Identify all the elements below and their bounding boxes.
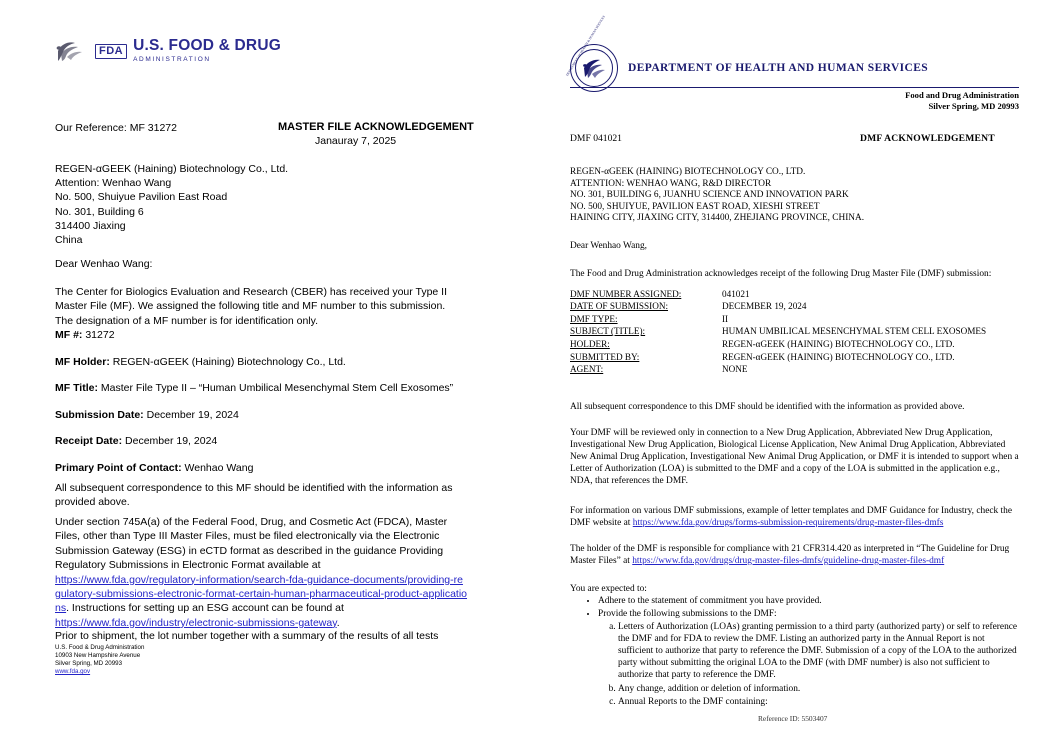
detail-value: REGEN-αGEEK (HAINING) BIOTECHNOLOGY CO., LTD. bbox=[722, 351, 955, 362]
detail-label: DMF NUMBER ASSIGNED: bbox=[570, 288, 682, 299]
expectations-list bbox=[570, 595, 1022, 710]
left-page-footer bbox=[55, 644, 144, 676]
field-value: REGEN-αGEEK (Haining) Biotechnology Co., Ltd. bbox=[112, 355, 346, 368]
detail-value: HUMAN UMBILICAL MESENCHYMAL STEM CELL EXOSOMES bbox=[722, 326, 987, 337]
dmf-number-line: DMF 041021 bbox=[570, 133, 622, 144]
list-item-label: Provide the following submissions to the DMF: bbox=[598, 609, 777, 619]
list-item: • Adhere to the statement of commitment you have provided. bbox=[598, 595, 1022, 607]
table-row bbox=[570, 313, 1025, 326]
detail-label: DMF TYPE: bbox=[570, 313, 618, 324]
address-line: ATTENTION: WENHAO WANG, R&D DIRECTOR bbox=[570, 178, 772, 189]
field-row bbox=[55, 408, 453, 422]
address-line: REGEN-αGEEK (HAINING) BIOTECHNOLOGY CO., LTD. bbox=[570, 167, 806, 177]
intro-paragraph: The Center for Biologics Evaluation and Research (CBER) has received your Type II Master File (MF). We assigned the following title and MF number to this submission. The designation of a MF number is for identification only. bbox=[55, 286, 447, 327]
right-document-title: DMF ACKNOWLEDGEMENT bbox=[860, 133, 995, 144]
fda-website-link[interactable]: www.fda.gov bbox=[55, 668, 91, 675]
field-row bbox=[55, 328, 453, 342]
detail-value: 041021 bbox=[722, 288, 750, 299]
fda-address-line: Food and Drug Administration bbox=[905, 90, 1019, 100]
fda-wordmark-sub: ADMINISTRATION bbox=[133, 56, 211, 63]
field-value: December 19, 2024 bbox=[125, 435, 218, 447]
field-value: Wenhao Wang bbox=[184, 461, 254, 474]
fda-logo bbox=[55, 38, 281, 64]
table-row bbox=[570, 326, 1025, 339]
field-label: MF Title: bbox=[55, 382, 98, 394]
table-row bbox=[570, 338, 1025, 351]
field-label: Primary Point of Contact: bbox=[55, 461, 182, 474]
table-row bbox=[570, 301, 1025, 314]
footer-line: U.S. Food & Drug Administration bbox=[55, 644, 145, 651]
dmf-website-link[interactable]: https://www.fda.gov/drugs/forms-submission-requirements/drug-master-files-dmfs bbox=[632, 518, 944, 528]
shipment-paragraph: Prior to shipment, the lot number together with a summary of the results of all tests bbox=[55, 630, 439, 642]
detail-label: SUBJECT (TITLE): bbox=[570, 326, 646, 337]
dmf-intro-paragraph: The Food and Drug Administration acknowledges receipt of the following Drug Master File (DMF) submission: bbox=[570, 269, 992, 279]
dmf-website-paragraph bbox=[570, 505, 1022, 529]
letter-date: Janauray 7, 2025 bbox=[315, 135, 397, 147]
dmf-guideline-paragraph bbox=[570, 543, 1022, 567]
address-line: REGEN-αGEEK (Haining) Biotechnology Co., Ltd. bbox=[55, 163, 289, 175]
hhs-seal-icon bbox=[565, 14, 618, 92]
guidance-documents-link[interactable]: https://www.fda.gov/regulatory-information/search-fda-guidance-documents/providing-regulatory-submissions-electronic-format-certain-human-pharmaceutical-product-applications bbox=[55, 573, 468, 615]
detail-value: DECEMBER 19, 2024 bbox=[722, 301, 807, 312]
fda-badge: FDA bbox=[95, 44, 127, 59]
address-line: NO. 500, SHUIYUE, PAVILION EAST ROAD, XIESHI STREET bbox=[570, 201, 820, 212]
recipient-address-block bbox=[55, 162, 288, 247]
sub-list-item: c. Annual Reports to the DMF containing: bbox=[618, 696, 1022, 708]
sub-list-item: b. Any change, addition or deletion of information. bbox=[618, 683, 1022, 695]
address-line: NO. 301, BUILDING 6, JUANHU SCIENCE AND INNOVATION PARK bbox=[570, 190, 849, 201]
detail-label: SUBMITTED BY: bbox=[570, 351, 640, 362]
field-label: MF Holder: bbox=[55, 355, 110, 368]
dmf-guideline-text: The holder of the DMF is responsible for compliance with 21 CFR314.420 as interpreted in “The Guideline for Drug Master Files” at bbox=[570, 544, 1010, 566]
table-row bbox=[570, 351, 1025, 364]
reference-id: Reference ID: 5503407 bbox=[758, 714, 828, 723]
field-value: December 19, 2024 bbox=[146, 408, 239, 421]
salutation: Dear Wenhao Wang: bbox=[55, 258, 153, 270]
address-line: No. 301, Building 6 bbox=[55, 205, 144, 218]
fda-wordmark: U.S. FOOD & DRUG bbox=[133, 37, 281, 54]
esg-account-link[interactable]: https://www.fda.gov/industry/electronic-submissions-gateway bbox=[55, 616, 337, 629]
detail-label: DATE OF SUBMISSION: bbox=[570, 301, 669, 312]
dmf-acknowledgement-page bbox=[529, 0, 1059, 738]
sub-list-item: a. Letters of Authorization (LOAs) granting permission to a third party (authorized party) or self to reference the DMF and for FDA to review the DMF. Listing an authorized party in the Annual Report is not sufficient to authorize that party to reference the DMF. Submission of a copy of the LOA to the authorized party without submitting the original LOA to the DMF (with DMF number) is also not sufficient to authorize that party to reference the DMF. bbox=[618, 621, 1022, 681]
field-row bbox=[55, 381, 453, 395]
fda-address-block bbox=[905, 90, 1019, 112]
detail-label: AGENT: bbox=[570, 364, 604, 375]
fda-address-line: Silver Spring, MD 20993 bbox=[928, 101, 1019, 111]
hhs-header bbox=[565, 14, 929, 92]
dmf-salutation: Dear Wenhao Wang, bbox=[570, 241, 648, 251]
detail-label: HOLDER: bbox=[570, 338, 610, 349]
fda-master-file-letter-page bbox=[0, 0, 529, 738]
dmf-recipient-address-block bbox=[570, 167, 864, 225]
seal-text-top: DEPARTMENT OF HEALTH & HUMAN SERVICES bbox=[565, 14, 606, 77]
correspondence-paragraph: All subsequent correspondence to this MF should be identified with the information as provided above. bbox=[55, 482, 453, 509]
field-value: 31272 bbox=[85, 329, 115, 341]
our-reference-line: Our Reference: MF 31272 bbox=[55, 122, 177, 134]
esg-paragraph-text-a: Under section 745A(a) of the Federal Food, Drug, and Cosmetic Act (FDCA), Master Files, other than Type III Master Files, must be filed electronically via the Electronic Submission Gateway (ESG) in eCTD format as described in the guidance Providing Regulatory Submissions in Electronic Format available at bbox=[55, 516, 448, 572]
address-line: HAINING CITY, JIAXING CITY, 314400, ZHEJIANG PROVINCE, CHINA. bbox=[570, 213, 865, 224]
master-file-fields bbox=[55, 328, 453, 487]
expectations-header: You are expected to: bbox=[570, 584, 647, 594]
seal-inscription bbox=[565, 14, 618, 92]
esg-paragraph-text-c: . bbox=[336, 616, 340, 629]
dmf-correspondence-note: All subsequent correspondence to this DMF should be identified with the information as provided above. bbox=[570, 402, 965, 412]
dmf-review-paragraph: Your DMF will be reviewed only in connection to a New Drug Application, Abbreviated New Drug Application, Investigational New Drug Application, Biological License Application, New Animal Drug Application, Abbreviated New Animal Drug Application, Investigational New Animal Drug Application, or DMF it is intended to support when a Letter of Authorization (LOA) is submitted to the DMF and a copy of the LOA is submitted in the application e.g., NDA, that references the DMF. bbox=[570, 428, 1019, 486]
dmf-guideline-link[interactable]: https://www.fda.gov/drugs/drug-master-files-dmfs/guideline-drug-master-files-dmf bbox=[632, 556, 945, 566]
field-label: Submission Date: bbox=[55, 408, 144, 421]
field-row bbox=[55, 434, 453, 448]
hhs-bird-icon bbox=[55, 38, 89, 64]
address-line: No. 500, Shuiyue Pavilion East Road bbox=[55, 191, 228, 204]
detail-value: NONE bbox=[722, 364, 748, 375]
table-row bbox=[570, 288, 1025, 301]
dmf-website-text: For information on various DMF submissions, example of letter templates and DMF Guidance for Industry, check the DMF website at bbox=[570, 506, 1013, 528]
dmf-details-table bbox=[570, 288, 1025, 376]
detail-value: II bbox=[722, 313, 729, 324]
field-label: MF #: bbox=[55, 329, 83, 341]
address-line: 314400 Jiaxing bbox=[55, 219, 126, 232]
department-name: DEPARTMENT OF HEALTH AND HUMAN SERVICES bbox=[628, 62, 929, 74]
list-item bbox=[598, 608, 1022, 708]
address-line: China bbox=[55, 234, 83, 247]
left-document-title: MASTER FILE ACKNOWLEDGEMENT bbox=[278, 121, 474, 133]
esg-paragraph bbox=[55, 515, 467, 630]
footer-line: 10903 New Hampshire Avenue bbox=[55, 652, 141, 659]
field-label: Receipt Date: bbox=[55, 435, 123, 447]
footer-line: Silver Spring, MD 20993 bbox=[55, 660, 123, 667]
header-divider bbox=[570, 87, 1019, 88]
table-row bbox=[570, 364, 1025, 377]
field-value: Master File Type II – “Human Umbilical Mesenchymal Stem Cell Exosomes” bbox=[100, 382, 454, 394]
address-line: Attention: Wenhao Wang bbox=[55, 177, 172, 190]
field-row bbox=[55, 461, 453, 475]
field-row bbox=[55, 355, 453, 369]
detail-value: REGEN-αGEEK (HAINING) BIOTECHNOLOGY CO., LTD. bbox=[722, 338, 955, 349]
esg-paragraph-text-b: . Instructions for setting up an ESG account can be found at bbox=[66, 602, 344, 615]
